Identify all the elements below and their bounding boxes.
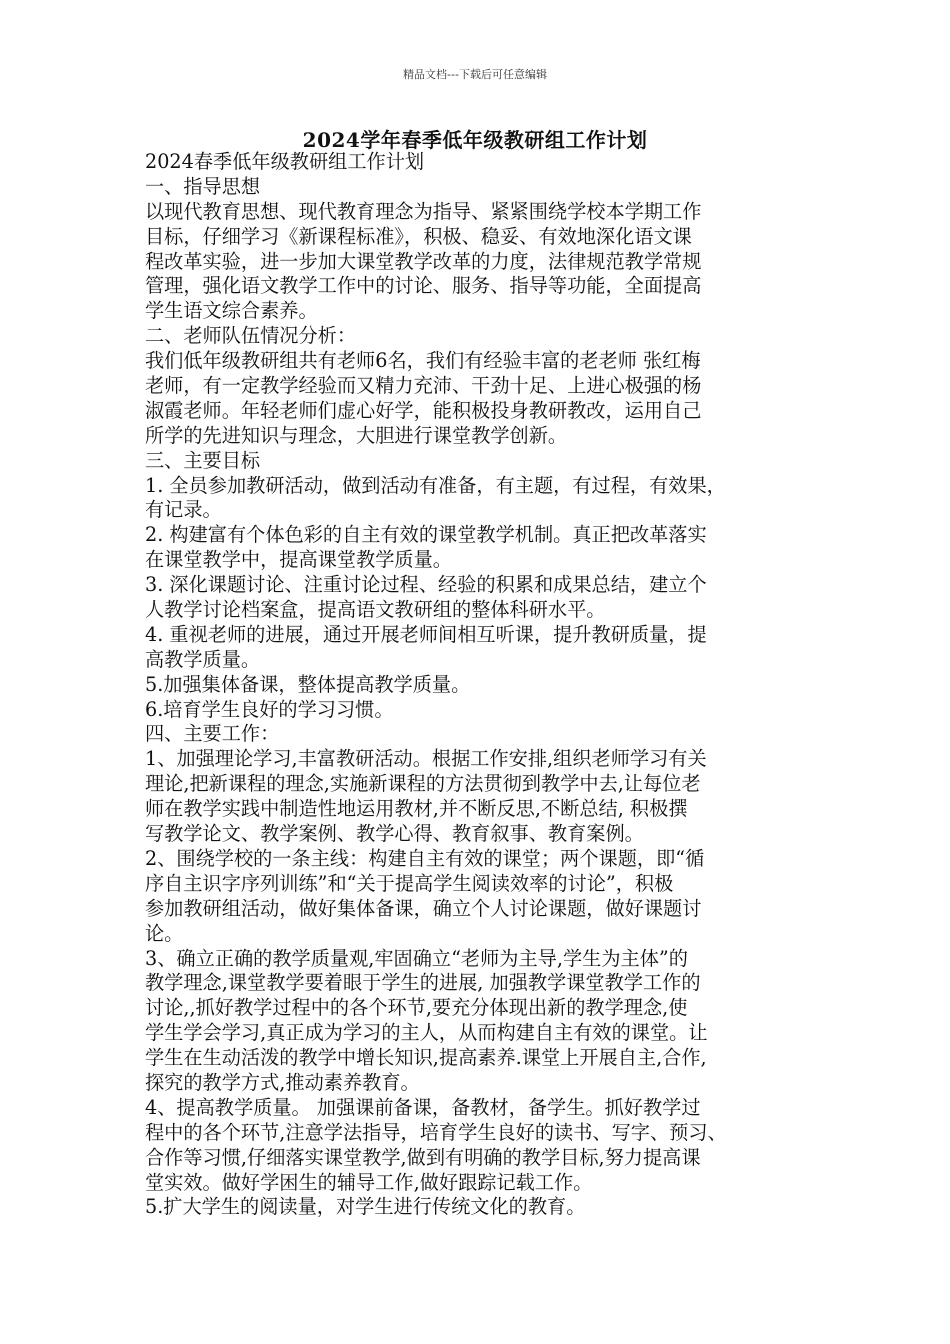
body-line: 4. 重视老师的进展，通过开展老师间相互听课，提升教研质量，提 — [145, 622, 707, 646]
body-line: 理论,把新课程的理念,实施新课程的方法贯彻到教学中去,让每位老 — [145, 772, 701, 796]
body-line: 堂实效。做好学困生的辅导工作,做好跟踪记载工作。 — [145, 1170, 593, 1194]
body-line: 讨论,,抓好教学过程中的各个环节,要充分体现出新的教学理念,使 — [145, 996, 688, 1020]
body-line: 5.扩大学生的阅读量，对学生进行传统文化的教育。 — [145, 1195, 586, 1219]
body-line: 1. 全员参加教研活动，做到活动有准备，有主题，有过程，有效果， — [145, 473, 726, 497]
body-line: 2024春季低年级教研组工作计划 — [145, 150, 425, 173]
body-line: 有记录。 — [145, 498, 222, 522]
body-line: 3、确立正确的教学质量观,牢固确立“老师为主导,学生为主体”的 — [145, 946, 688, 970]
body-line: 3. 深化课题讨论、注重讨论过程、经验的积累和成果总结，建立个 — [145, 573, 707, 597]
body-line: 目标，仔细学习《新课程标准》，积极、稳妥、有效地深化语文课 — [145, 224, 692, 248]
body-line: 写教学论文、教学案例、教学心得、教育叙事、教育案例。 — [145, 822, 644, 846]
body-line: 4、提高教学质量。 加强课前备课，备教材，备学生。抓好教学过 — [145, 1095, 701, 1119]
body-line: 在课堂教学中，提高课堂教学质量。 — [145, 548, 452, 572]
document-title: 2024学年春季低年级教研组工作计划 — [302, 128, 648, 152]
body-line: 高教学质量。 — [145, 647, 261, 671]
body-line: 一、指导思想 — [145, 174, 261, 198]
body-line: 老师，有一定教学经验而又精力充沛、干劲十足、上进心极强的杨 — [145, 374, 702, 398]
body-line: 合作等习惯,仔细落实课堂教学,做到有明确的教学目标,努力提高课 — [145, 1145, 701, 1169]
page-header-note: 精品文档---下载后可任意编辑 — [403, 68, 547, 81]
body-line: 三、主要目标 — [145, 448, 261, 472]
body-line: 我们低年级教研组共有老师6名，我们有经验丰富的老老师 张红梅 — [145, 349, 701, 373]
body-line: 师在教学实践中制造性地运用教材,并不断反思,不断总结, 积极撰 — [145, 797, 688, 821]
body-line: 所学的先进知识与理念，大胆进行课堂教学创新。 — [145, 423, 568, 447]
body-line: 学生学会学习,真正成为学习的主人，从而构建自主有效的课堂。让 — [145, 1021, 708, 1045]
body-line: 程中的各个环节,注意学法指导，培育学生良好的读书、写字、预习、 — [145, 1120, 727, 1144]
body-line: 管理，强化语文教学工作中的讨论、服务、指导等功能，全面提高 — [145, 274, 702, 298]
body-line: 淑霞老师。年轻老师们虚心好学，能积极投身教研教改，运用自己 — [145, 398, 702, 422]
body-line: 2、围绕学校的一条主线：构建自主有效的课堂；两个课题，即“循 — [145, 846, 705, 870]
document-body — [145, 150, 815, 1220]
body-line: 2. 构建富有个体色彩的自主有效的课堂教学机制。真正把改革落实 — [145, 523, 707, 547]
body-line: 二、老师队伍情况分析： — [145, 324, 357, 348]
body-line: 以现代教育思想、现代教育理念为指导、紧紧围绕学校本学期工作 — [145, 199, 702, 223]
body-line: 探究的教学方式,推动素养教育。 — [145, 1070, 420, 1094]
body-line: 四、主要工作： — [145, 722, 280, 746]
body-line: 学生语文综合素养。 — [145, 299, 318, 323]
body-line: 论。 — [145, 921, 184, 945]
body-line: 6.培育学生良好的学习习惯。 — [145, 697, 394, 721]
body-line: 参加教研组活动，做好集体备课，确立个人讨论课题，做好课题讨 — [145, 896, 702, 920]
body-line: 序自主识字序列训练”和“关于提高学生阅读效率的讨论”，积极 — [145, 871, 674, 895]
body-line: 1、加强理论学习,丰富教研活动。根据工作安排,组织老师学习有关 — [145, 747, 707, 771]
body-line: 程改革实验，进一步加大课堂教学改革的力度，法律规范教学常规 — [145, 249, 702, 273]
body-line: 教学理念,课堂教学要着眼于学生的进展, 加强教学课堂教学工作的 — [145, 971, 701, 995]
body-line: 学生在生动活泼的教学中增长知识,提高素养.课堂上开展自主,合作, — [145, 1046, 707, 1070]
body-line: 人教学讨论档案盒，提高语文教研组的整体科研水平。 — [145, 598, 606, 622]
body-line: 5.加强集体备课，整体提高教学质量。 — [145, 672, 471, 696]
